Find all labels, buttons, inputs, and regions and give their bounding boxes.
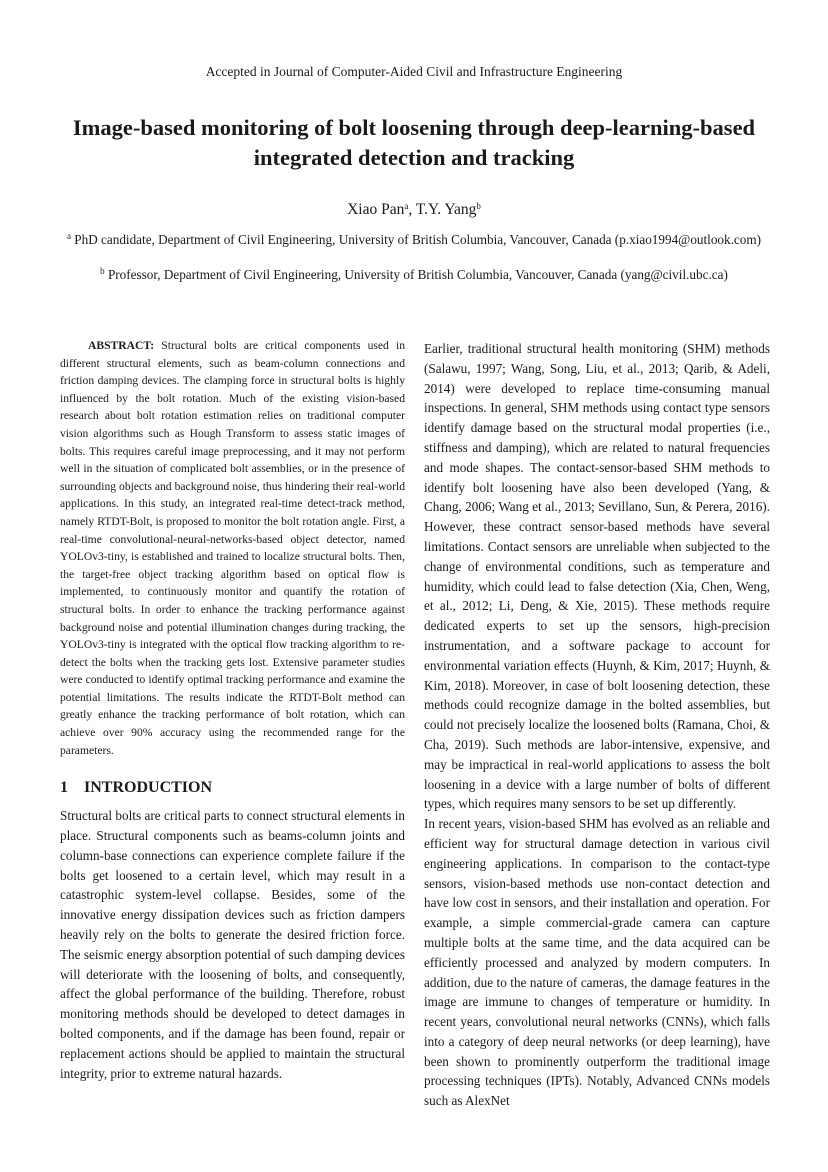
affiliation-marker: a	[66, 231, 71, 241]
author-name: T.Y. Yang	[415, 201, 477, 218]
affiliation-marker: b	[476, 201, 481, 211]
author-line	[0, 201, 828, 219]
left-column	[60, 337, 405, 1083]
affiliation-text: Professor, Department of Civil Engineering, University of British Columbia, Vancouver, Canada (yang@civil.ubc.ca)	[107, 267, 728, 282]
affiliation-marker: a	[404, 201, 409, 211]
running-header: Accepted in Journal of Computer-Aided Civil and Infrastructure Engineering	[205, 64, 623, 79]
affiliation-text: PhD candidate, Department of Civil Engineering, University of British Columbia, Vancouver, Canada (p.xiao1994@outlook.com)	[74, 232, 762, 247]
affiliation-b	[60, 263, 768, 283]
paragraph: Earlier, traditional structural health monitoring (SHM) methods (Salawu, 1997; Wang, Song, Liu, et al., 2013; Qarib, & Adeli, 2014) were developed to replace time-consuming manual inspections. In general, SHM methods using contact type sensors identify damage based on the structural modal properties (i.e., stiffness and damping), which are related to natural frequencies and mode shapes. The contact-sensor-based SHM methods to identify bolt loosening have also been developed (Yang, & Chang, 2006; Wang et al., 2013; Sevillano, Sun, & Perera, 2016). However, these contract sensor-based methods have several limitations. Contact sensors are unreliable when subjected to the change of environmental conditions, such as temperature and humidity, which could lead to false detection (Xia, Chen, Weng, et al., 2012; Li, Deng, & Xie, 2015). These methods require dedicated experts to set up the sensors, high-precision instrumentation, and a software package to account for environmental variation effects (Huynh, & Kim, 2017; Huynh, & Kim, 2018). Moreover, in case of bolt loosening detection, these methods could recognize damage in the bolted assemblies, but could not precisely localize the loosened bolts (Ramana, Choi, & Cha, 2019). Such methods are labor-intensive, expensive, and may be impractical in real-world applications to assess the bolt loosening in a device with a large number of bolts of different types, which requires many sensors to be set up differently.	[424, 341, 770, 812]
abstract-text: Structural bolts are critical components used in different structural elements, such as beam-column connections and friction damping devices. The clamping force in structural bolts is highly influenced by the bolt rotation. Much of the existing vision-based research about bolt rotation estimation relies on traditional computer vision algorithms such as Hough Transform to assess static images of bolts. This requires careful image preprocessing, and it may not perform well in the situation of complicated bolt assemblies, or in the presence of surrounding objects and background noise, thus hindering their real-world applications. In this study, an integrated real-time detect-track method, namely RTDT-Bolt, is proposed to monitor the bolt rotation angle. First, a real-time convolutional-neural-networks-based object detector, named YOLOv3-tiny, is established and trained to localize structural bolts. Then, the target-free object tracking algorithm based on optical flow is implemented, to continuously monitor and quantify the rotation of structural bolts. In order to enhance the tracking performance against background noise and potential illumination changes during tracking, the YOLOv3-tiny is integrated with the optical flow tracking algorithm to re-detect the bolts when the tracking gets lost. Extensive parameter studies were conducted to identify optimal tracking performance and examine the potential limitations. The results indicate the RTDT-Bolt method can greatly enhance the tracking performance of bolt rotation, which can achieve over 90% accuracy using the recommended range for the parameters.	[60, 339, 405, 757]
author-name: Xiao Pan	[347, 201, 405, 218]
affiliation-marker: b	[100, 266, 105, 276]
paper-title: Image-based monitoring of bolt loosening through deep-learning-based integrated detection and tracking	[72, 115, 756, 170]
abstract-label: ABSTRACT:	[88, 339, 155, 352]
section-number: 1	[60, 779, 68, 797]
section-title: INTRODUCTION	[84, 779, 213, 797]
section-heading	[60, 778, 405, 798]
author-separator: ,	[408, 201, 416, 218]
affiliation-a	[60, 228, 768, 248]
right-column	[424, 339, 770, 1111]
paragraph: Structural bolts are critical parts to connect structural elements in place. Structural components such as beams-column joints and column-base connections can experience complete failure if the bolts get loosened to a certain level, which may result in a catastrophic system-level collapse. Besides, some of the innovative energy dissipation devices such as friction dampers heavily rely on the bolts to generate the desired friction force. The seismic energy absorption potential of such damping devices will deteriorate with the loosening of bolts, and consequently, affect the global performance of the building. Therefore, robust monitoring methods should be developed to detect damages in bolted components, and if the damage has been found, repair or replacement actions should be applied to maintain the structural integrity, prior to extreme natural hazards.	[60, 808, 405, 1081]
abstract	[60, 337, 405, 759]
paragraph: In recent years, vision-based SHM has evolved as an reliable and efficient way for structural damage detection in various civil engineering applications. In comparison to the contact-type sensors, vision-based methods use non-contact detection and have low cost in sensors, and their installation and operation. For example, a simple commercial-grade camera can capture multiple bolts at the same time, and the data acquired can be efficiently processed and analyzed by modern computers. In addition, due to the nature of cameras, the damage features in the image are immune to changes of temperature or humidity. In recent years, convolutional neural networks (CNNs), which falls into a category of deep neural networks (or deep learning), have been shown to prominently outperform the traditional image processing techniques (IPTs). Notably, Advanced CNNs models such as AlexNet	[424, 816, 770, 1109]
